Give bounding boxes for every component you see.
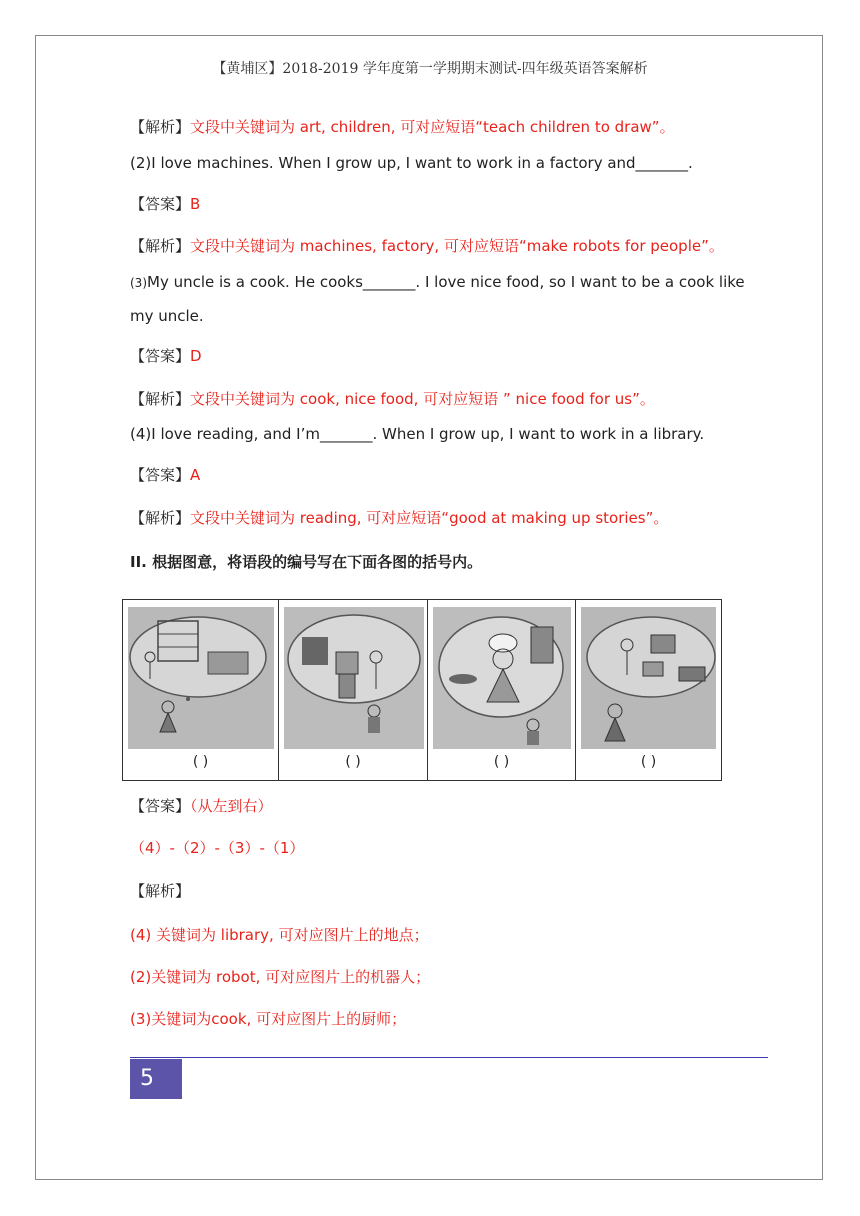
robot-drawing-icon <box>284 607 424 749</box>
picture-table <box>122 599 722 781</box>
text-line-2: (2)I love machines. When I grow up, I want to work in a factory and_______. <box>130 154 693 172</box>
text-line-11: 【解析】文段中关键词为 reading, 可对应短语“good at making up stories”。 <box>130 509 669 527</box>
analysis-note-3: (3)关键词为cook, 可对应图片上的厨师； <box>130 1010 407 1028</box>
analysis-note-2: (2)关键词为 robot, 可对应图片上的机器人； <box>130 968 431 986</box>
page-number: 5 <box>130 1059 182 1099</box>
picture-cell-3 <box>428 600 576 780</box>
text-line-4: 【解析】文段中关键词为 machines, factory, 可对应短语“make robots for people”。 <box>130 237 724 255</box>
text-line-7: 【答案】D <box>130 347 202 365</box>
text-line-1: 【解析】文段中关键词为 art, children, 可对应短语“teach children to draw”。 <box>130 118 675 136</box>
section-heading: II. 根据图意，将语段的编号写在下面各图的括号内。 <box>130 553 483 571</box>
answer-sequence: （4）-（2）-（3）-（1） <box>130 839 305 857</box>
cook-drawing-icon <box>433 607 571 749</box>
text-line-10: 【答案】A <box>130 466 201 484</box>
library-drawing-icon <box>128 607 274 749</box>
answer-bracket-2: ( ) <box>345 754 361 770</box>
art-class-drawing-icon <box>581 607 716 749</box>
text-line-9: (4)I love reading, and I’m_______. When I grow up, I want to work in a library. <box>130 425 705 443</box>
analysis-label: 【解析】 <box>130 882 191 900</box>
picture-cell-2 <box>279 600 428 780</box>
answer-bracket-1: ( ) <box>192 754 209 770</box>
page-header: 【黄埔区】2018-2019 学年度第一学期期末测试-四年级英语答案解析 <box>212 61 648 77</box>
picture-cell-1 <box>123 600 279 780</box>
text-line-6: my uncle. <box>130 307 204 325</box>
answer-bracket-3: ( ) <box>493 754 510 770</box>
picture-cell-4 <box>576 600 721 780</box>
answer-label-line: 【答案】（从左到右） <box>130 797 273 815</box>
footer-divider <box>130 1057 768 1058</box>
answer-bracket-4: ( ) <box>640 754 657 770</box>
text-line-8: 【解析】文段中关键词为 cook, nice food, 可对应短语 ” nice food for us”。 <box>130 390 655 408</box>
text-line-3: 【答案】B <box>130 195 201 213</box>
text-line-5: (3)My uncle is a cook. He cooks_______. I love nice food, so I want to be a cook like <box>130 273 745 291</box>
analysis-note-1: (4) 关键词为 library, 可对应图片上的地点； <box>130 926 429 944</box>
